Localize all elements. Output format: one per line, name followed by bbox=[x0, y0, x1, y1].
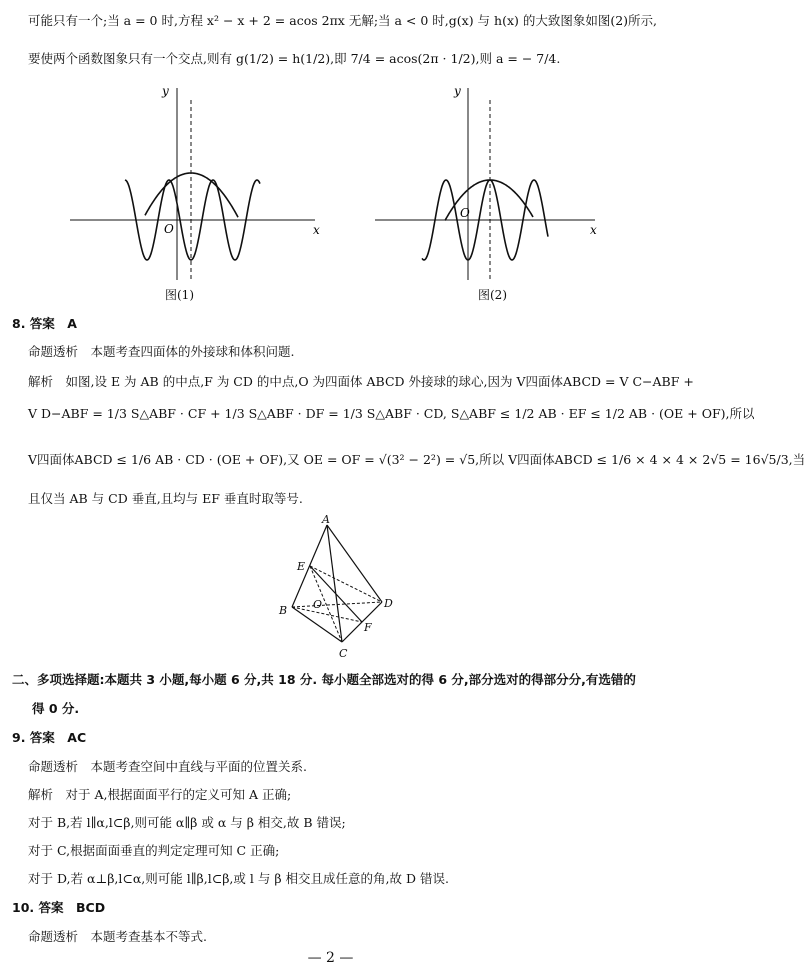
q8-analysis-line-4: 且仅当 AB 与 CD 垂直,且均与 EF 垂直时取等号. bbox=[28, 491, 303, 506]
axis-x-label: x bbox=[590, 223, 597, 237]
q8-analysis-line-3: V四面体ABCD ≤ 1/6 AB · CD · (OE + OF),又 OE = OF = √(3² − 2²) = √5,所以 V四面体ABCD ≤ 1/6 × 4 × 4 × 2√5 = 16√5/3,当 bbox=[28, 452, 805, 467]
q10-answer-heading: 10. 答案 BCD bbox=[12, 900, 106, 915]
vertex-label-b: B bbox=[279, 604, 288, 617]
vertex-label-o: O bbox=[313, 598, 323, 611]
vertex-label-f: F bbox=[364, 621, 372, 634]
graph-figure-1 bbox=[60, 85, 320, 285]
q9-analysis-line-2: 对于 B,若 l∥α,l⊂β,则可能 α∥β 或 α 与 β 相交,故 B 错误; bbox=[28, 815, 346, 830]
axis-y-label: y bbox=[454, 84, 461, 98]
origin-label: O bbox=[164, 222, 174, 236]
q8-analysis-line-1: 解析 如图,设 E 为 AB 的中点,F 为 CD 的中点,O 为四面体 ABCD 外接球的球心,因为 V四面体ABCD = V C−ABF + bbox=[28, 374, 694, 389]
graph-figure-2 bbox=[370, 85, 610, 285]
vertex-label-e: E bbox=[297, 560, 306, 573]
q9-analysis-line-3: 对于 C,根据面面垂直的判定定理可知 C 正确; bbox=[28, 843, 280, 858]
q8-answer-heading: 8. 答案 A bbox=[12, 316, 77, 331]
figure-2-caption: 图(2) bbox=[478, 288, 507, 302]
q8-intent: 命题透析 本题考查四面体的外接球和体积问题. bbox=[28, 344, 295, 359]
figure-1-caption: 图(1) bbox=[165, 288, 194, 302]
q9-analysis-line-1: 解析 对于 A,根据面面平行的定义可知 A 正确; bbox=[28, 787, 292, 802]
q9-analysis-line-4: 对于 D,若 α⊥β,l⊂α,则可能 l∥β,l⊂β,或 l 与 β 相交且成任意的角,故 D 错误. bbox=[28, 871, 449, 886]
axis-x-label: x bbox=[313, 223, 320, 237]
vertex-label-c: C bbox=[339, 647, 348, 660]
text-line-1: 可能只有一个;当 a = 0 时,方程 x² − x + 2 = acos 2πx 无解;当 a < 0 时,g(x) 与 h(x) 的大致图象如图(2)所示, bbox=[28, 13, 658, 28]
q9-answer-heading: 9. 答案 AC bbox=[12, 730, 87, 745]
text-line-2: 要使两个函数图象只有一个交点,则有 g(1/2) = h(1/2),即 7/4 = acos(2π · 1/2),则 a = − 7/4. bbox=[28, 51, 561, 66]
page-number: — 2 — bbox=[307, 950, 354, 966]
tetrahedron-figure bbox=[275, 515, 415, 665]
axis-y-label: y bbox=[162, 84, 169, 98]
q10-intent: 命题透析 本题考查基本不等式. bbox=[28, 929, 207, 944]
q9-intent: 命题透析 本题考查空间中直线与平面的位置关系. bbox=[28, 759, 307, 774]
vertex-label-a: A bbox=[322, 513, 330, 526]
q8-analysis-line-2: V D−ABF = 1/3 S△ABF · CF + 1/3 S△ABF · DF = 1/3 S△ABF · CD, S△ABF ≤ 1/2 AB · EF ≤ 1/2 AB · (OE + OF),所以 bbox=[28, 406, 755, 421]
section-2-heading: 二、多项选择题:本题共 3 小题,每小题 6 分,共 18 分. 每小题全部选对的得 6 分,部分选对的得部分分,有选错的 bbox=[12, 672, 636, 687]
section-2-heading-cont: 得 0 分. bbox=[32, 701, 80, 716]
vertex-label-d: D bbox=[384, 597, 393, 610]
origin-label: O bbox=[460, 206, 470, 220]
